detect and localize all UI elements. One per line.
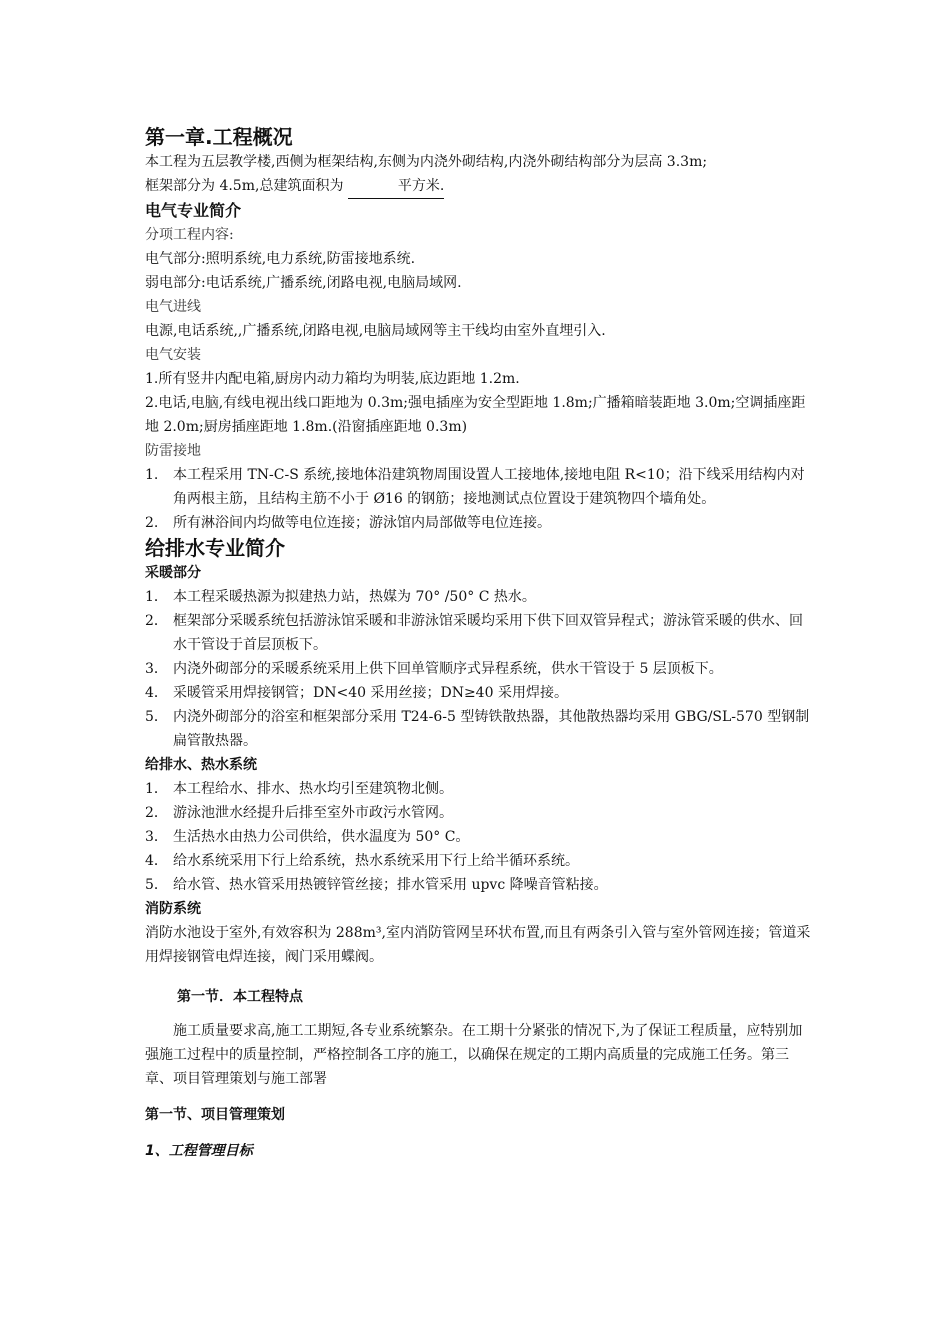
chapter-title: 第一章.工程概况 xyxy=(145,125,293,149)
management-goal-title: 1、工程管理目标 xyxy=(145,1143,253,1159)
heating-list xyxy=(145,585,815,753)
list-item: 4． 采暖管采用焊接钢管；DN<40 采用丝接；DN≥40 采用焊接。 xyxy=(145,685,568,701)
water-list xyxy=(145,777,815,897)
plumbing-section-title: 给排水专业简介 xyxy=(145,536,285,560)
list-item: 1． 本工程采暖热源为拟建热力站，热媒为 70° /50° C 热水。 xyxy=(145,589,536,605)
overview-line-2-text: 框架部分为 4.5m,总建筑面积为 xyxy=(145,178,344,194)
section-management-title: 第一节、项目管理策划 xyxy=(145,1107,285,1123)
elec-line-8: 防雷接地 xyxy=(145,443,201,459)
elec-line-6: 1.所有竖井内配电箱,厨房内动力箱均为明装,底边距地 1.2m. xyxy=(145,371,520,387)
list-item: 2． 游泳池泄水经提升后排至室外市政污水管网。 xyxy=(145,805,453,821)
heating-title: 采暖部分 xyxy=(145,565,201,581)
lightning-list xyxy=(145,463,815,535)
list-item: 3． 生活热水由热力公司供给，供水温度为 50° C。 xyxy=(145,829,470,845)
elec-line-0: 分项工程内容: xyxy=(145,227,234,243)
elec-line-1: 电气部分:照明系统,电力系统,防雷接地系统. xyxy=(145,251,416,267)
overview-line-2 xyxy=(145,174,815,199)
area-blank: 平方米. xyxy=(348,174,444,199)
list-item: 1． 本工程给水、排水、热水均引至建筑物北侧。 xyxy=(145,781,453,797)
list-item: 2. 所有淋浴间内均做等电位连接；游泳馆内局部做等电位连接。 xyxy=(145,515,551,531)
elec-line-2: 弱电部分:电话系统,广播系统,闭路电视,电脑局域网. xyxy=(145,275,462,291)
list-item: 2． 框架部分采暖系统包括游泳馆采暖和非游泳馆采暖均采用下供下回双管异程式；游泳管采暖的供水、回水干管设于首层顶板下。 xyxy=(145,613,803,653)
elec-line-3: 电气进线 xyxy=(145,299,201,315)
elec-line-4: 电源,电话系统,,广播系统,闭路电视,电脑局域网等主干线均由室外直埋引入. xyxy=(145,323,606,339)
list-item: 3． 内浇外砌部分的采暖系统采用上供下回单管顺序式异程系统，供水干管设于 5 层顶板下。 xyxy=(145,661,723,677)
list-item: 1. 本工程采用 TN-C-S 系统,接地体沿建筑物周围设置人工接地体,接地电阻 R<10；沿下线采用结构内对角两根主筋，且结构主筋不小于 Ø16 的钢筋；接地测试点位置设于建筑物四个墙角处。 xyxy=(145,467,805,507)
document-body xyxy=(145,124,815,1163)
elec-line-5: 电气安装 xyxy=(145,347,201,363)
water-title: 给排水、热水系统 xyxy=(145,757,257,773)
fire-title: 消防系统 xyxy=(145,901,201,917)
electrical-section-title: 电气专业简介 xyxy=(145,201,242,220)
section-features-text: 施工质量要求高,施工工期短,各专业系统繁杂。在工期十分紧张的情况下,为了保证工程质量，应特别加强施工过程中的质量控制，严格控制各工序的施工，以确保在规定的工期内高质量的完成施工任务。第三章、项目管理策划与施工部署 xyxy=(145,1023,803,1087)
list-item: 4． 给水系统采用下行上给系统，热水系统采用下行上给半循环系统。 xyxy=(145,853,579,869)
fire-text: 消防水池设于室外,有效容积为 288m³,室内消防管网呈环状布置,而且有两条引入管与室外管网连接；管道采用焊接钢管电焊连接，阀门采用蝶阀。 xyxy=(145,925,811,965)
overview-line-1: 本工程为五层教学楼,西侧为框架结构,东侧为内浇外砌结构,内浇外砌结构部分为层高 3.3m; xyxy=(145,154,708,170)
elec-line-7: 2.电话,电脑,有线电视出线口距地为 0.3m;强电插座为安全型距地 1.8m;广播箱暗装距地 3.0m;空调插座距地 2.0m;厨房插座距地 1.8m.(沿窗插座距地 0.3m) xyxy=(145,395,806,435)
list-item: 5． 给水管、热水管采用热镀锌管丝接；排水管采用 upvc 降噪音管粘接。 xyxy=(145,877,608,893)
section-features-title: 第一节．本工程特点 xyxy=(177,989,303,1005)
list-item: 5． 内浇外砌部分的浴室和框架部分采用 T24-6-5 型铸铁散热器，其他散热器均采用 GBG/SL-570 型钢制扁管散热器。 xyxy=(145,709,810,749)
